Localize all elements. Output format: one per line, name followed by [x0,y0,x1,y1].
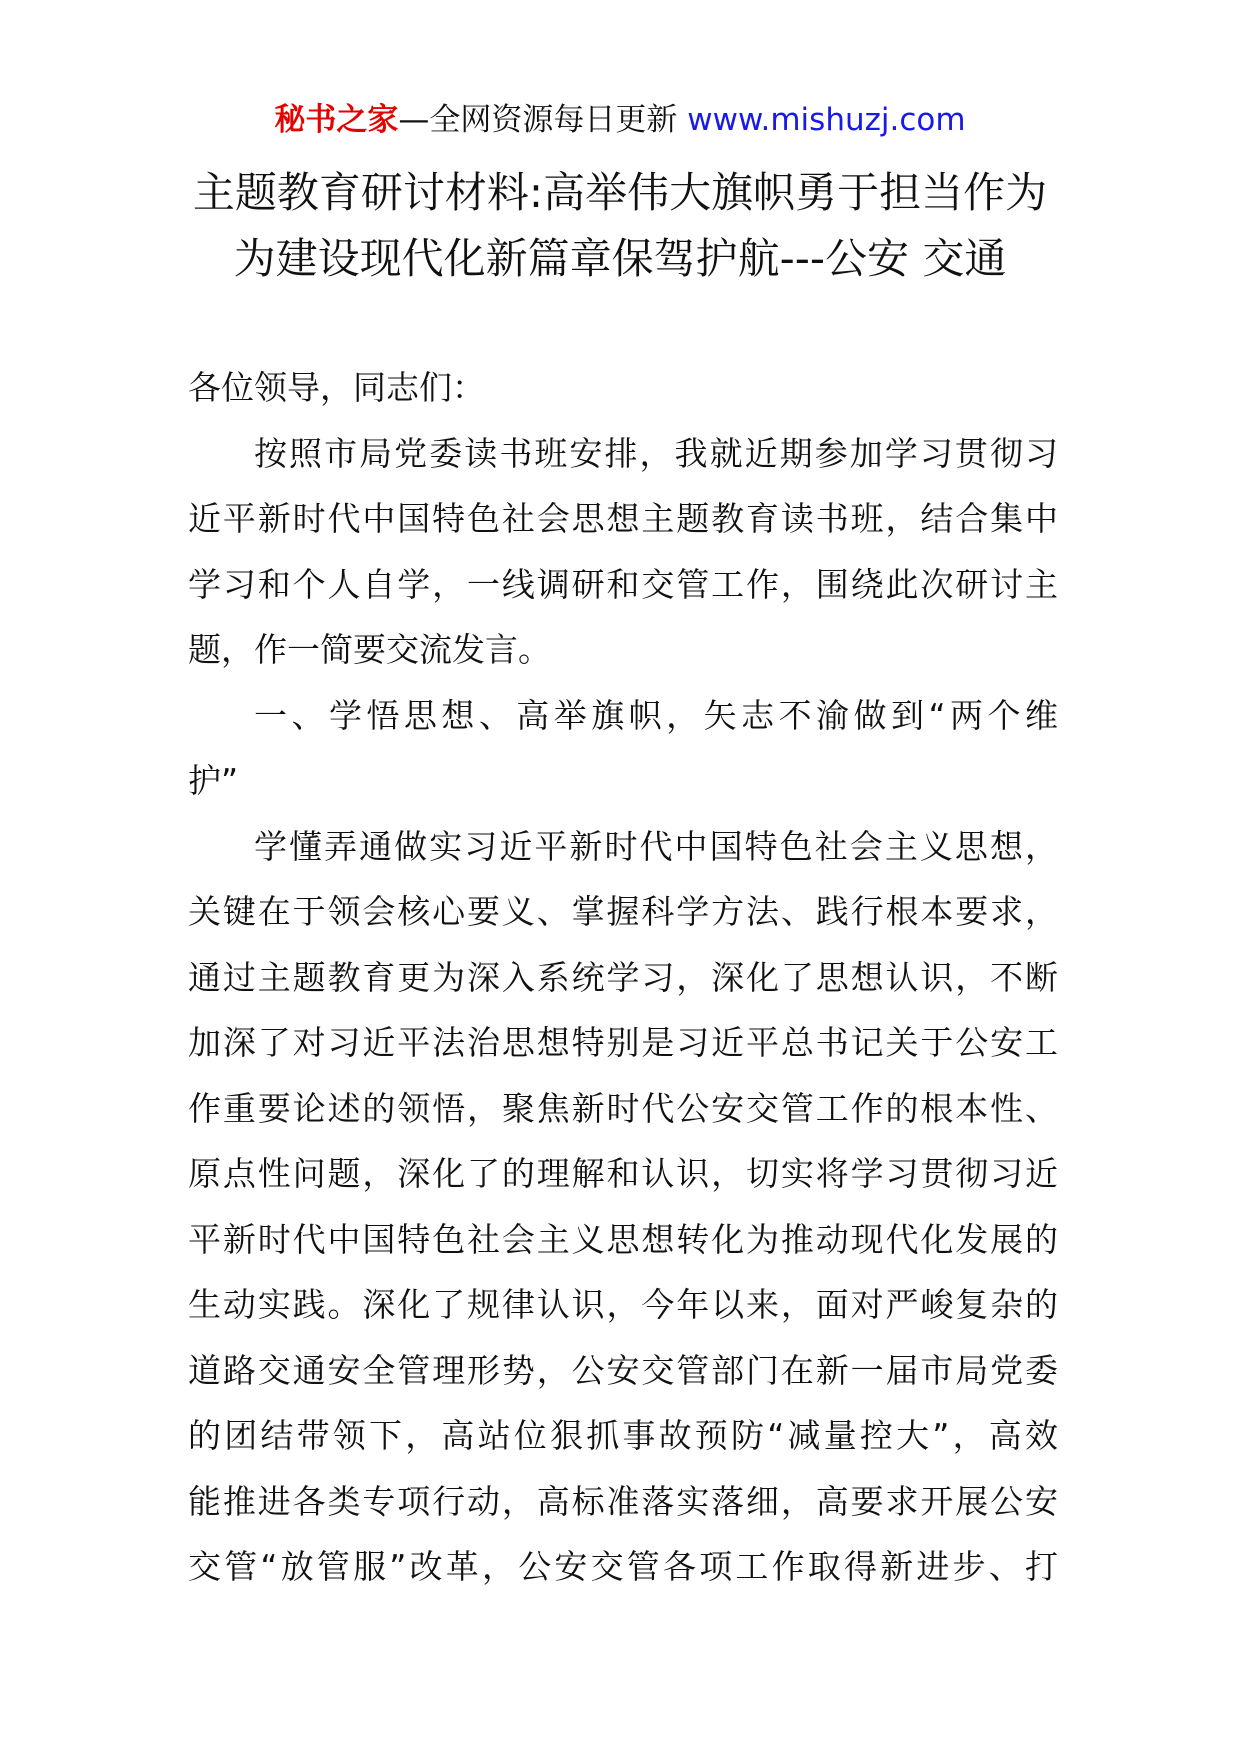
document-title [150,160,1090,292]
site-url-link[interactable]: www.mishuzj.com [687,102,966,138]
paragraph-1-line: 按照市局党委读书班安排，我就近期参加学习贯彻习 [254,433,1058,473]
paragraph-2-line: 关键在于领会核心要义、掌握科学方法、践行根本要求， [188,892,1058,931]
document-body [188,355,1058,1600]
header-tagline: —全网资源每日更新 [398,102,678,138]
section-heading-line: 护” [188,761,239,800]
site-header [0,100,1240,140]
paragraph-1-line: 学习和个人自学，一线调研和交管工作，围绕此次研讨主 [188,564,1058,604]
title-line-2: 为建设现代化新篇章保驾护航---公安 交通 [233,234,1007,283]
paragraph-2-line: 原点性问题，深化了的理解和认识，切实将学习贯彻习近 [188,1154,1058,1193]
paragraph-2-line: 通过主题教育更为深入系统学习，深化了思想认识，不断 [188,957,1058,997]
paragraph-2-line: 能推进各类专项行动，高标准落实落细，高要求开展公安 [188,1481,1058,1521]
title-line-1: 主题教育研讨材料:高举伟大旗帜勇于担当作为 [192,168,1048,217]
paragraph-2-line: 生动实践。深化了规律认识，今年以来，面对严峻复杂的 [188,1285,1058,1324]
salutation: 各位领导，同志们： [188,368,485,407]
paragraph-2-line: 作重要论述的领悟，聚焦新时代公安交管工作的根本性、 [188,1088,1058,1128]
paragraph-1-line: 近平新时代中国特色社会思想主题教育读书班，结合集中 [188,499,1058,538]
brand-name: 秘书之家 [274,102,399,138]
paragraph-2-line: 加深了对习近平法治思想特别是习近平总书记关于公安工 [188,1023,1058,1062]
paragraph-2-line: 道路交通安全管理形势，公安交管部门在新一届市局党委 [188,1350,1058,1390]
paragraph-2-line: 平新时代中国特色社会主义思想转化为推动现代化发展的 [188,1219,1058,1259]
paragraph-1-line: 题，作一简要交流发言。 [188,630,551,669]
section-heading-line: 一、学悟思想、高举旗帜，矢志不渝做到“两个维 [254,695,1058,735]
paragraph-2-line: 学懂弄通做实习近平新时代中国特色社会主义思想， [254,826,1058,866]
paragraph-2-line: 交管“放管服”改革，公安交管各项工作取得新进步、打 [188,1547,1058,1586]
paragraph-2-line: 的团结带领下，高站位狠抓事故预防“减量控大”，高效 [188,1416,1058,1455]
